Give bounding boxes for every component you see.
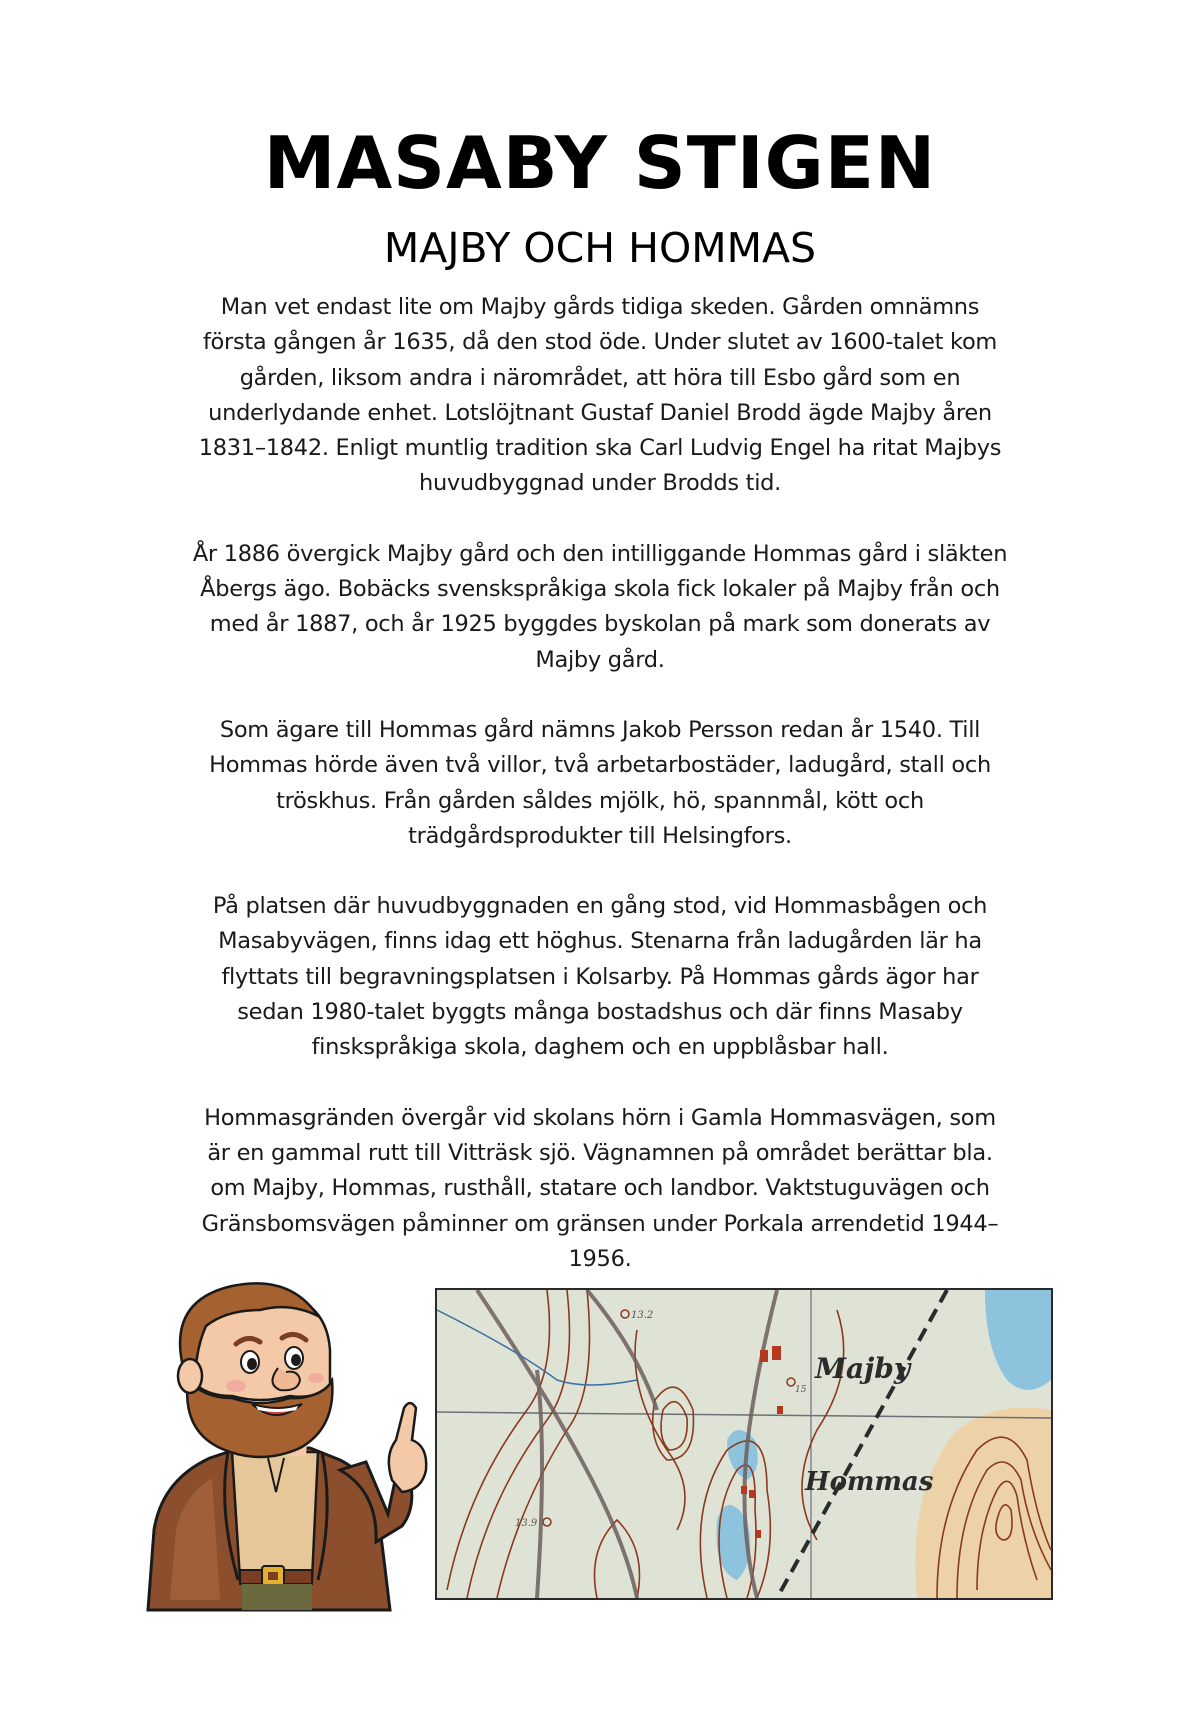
topographic-map-image bbox=[437, 1290, 1051, 1598]
guide-character-illustration bbox=[140, 1280, 430, 1615]
text-line: 1956. bbox=[568, 1245, 632, 1272]
text-line: gården, liksom andra i närområdet, att höra till Esbo gård som en bbox=[239, 364, 961, 391]
map-label-majby: Majby bbox=[815, 1352, 911, 1385]
text-line: Majby gård. bbox=[535, 646, 665, 673]
historic-map bbox=[435, 1288, 1053, 1600]
text-line: Åbergs ägo. Bobäcks svenskspråkiga skola fick lokaler på Majby från och bbox=[200, 576, 1000, 603]
text-line: Hommas hörde även två villor, två arbetarbostäder, ladugård, stall och bbox=[209, 752, 991, 779]
text-line: flyttats till begravningsplatsen i Kolsarby. På Hommas gårds ägor har bbox=[221, 963, 979, 990]
elevation-label: 13.9 bbox=[515, 1518, 538, 1529]
text-line: Masabyvägen, finns idag ett höghus. Stenarna från ladugården lär ha bbox=[218, 928, 982, 955]
text-line: Gränsbomsvägen påminner om gränsen under Porkala arrendetid 1944– bbox=[201, 1210, 999, 1237]
text-line: År 1886 övergick Majby gård och den intilliggande Hommas gård i släkten bbox=[192, 540, 1008, 567]
bearded-man-icon bbox=[140, 1280, 430, 1615]
text-line: På platsen där huvudbyggnaden en gång stod, vid Hommasbågen och bbox=[212, 893, 988, 920]
elevation-label: 13.2 bbox=[631, 1310, 654, 1321]
text-line: huvudbyggnad under Brodds tid. bbox=[419, 470, 781, 497]
elevation-label: 15 bbox=[795, 1385, 807, 1395]
text-line: sedan 1980-talet byggts många bostadshus och där finns Masaby bbox=[237, 999, 963, 1026]
text-line: Man vet endast lite om Majby gårds tidiga skeden. Gården omnämns bbox=[220, 294, 980, 320]
page-subtitle: MAJBY OCH HOMMAS bbox=[383, 224, 817, 272]
text-line: underlydande enhet. Lotslöjtnant Gustaf Daniel Brodd ägde Majby åren bbox=[208, 399, 992, 426]
text-line: finskspråkiga skola, daghem och en uppblåsbar hall. bbox=[311, 1034, 889, 1061]
paragraph-hommas-owners bbox=[120, 713, 1080, 854]
text-line: första gången år 1635, då den stod öde. Under slutet av 1600-talet kom bbox=[202, 329, 998, 356]
paragraph-abergs bbox=[120, 537, 1080, 678]
text-line: tröskhus. Från gården såldes mjölk, hö, spannmål, kött och bbox=[276, 787, 924, 814]
text-line: om Majby, Hommas, rusthåll, statare och landbor. Vaktstuguvägen och bbox=[210, 1175, 990, 1202]
paragraph-majby-history bbox=[120, 290, 1080, 502]
paragraph-street-names bbox=[120, 1101, 1080, 1277]
text-line: Som ägare till Hommas gård nämns Jakob Persson redan år 1540. Till bbox=[219, 716, 981, 743]
page-title: MASABY STIGEN bbox=[263, 121, 937, 205]
text-line: Hommasgränden övergår vid skolans hörn i Gamla Hommasvägen, som bbox=[204, 1104, 996, 1131]
text-line: 1831–1842. Enligt muntlig tradition ska Carl Ludvig Engel ha ritat Majbys bbox=[198, 435, 1002, 462]
paragraph-today bbox=[120, 889, 1080, 1065]
text-line: med år 1887, och år 1925 byggdes byskolan på mark som donerats av bbox=[209, 611, 991, 638]
map-label-hommas: Hommas bbox=[805, 1467, 934, 1497]
text-line: trädgårdsprodukter till Helsingfors. bbox=[408, 822, 792, 849]
body-text bbox=[120, 290, 1080, 1312]
text-line: är en gammal rutt till Vitträsk sjö. Vägnamnen på området berättar bla. bbox=[207, 1139, 993, 1166]
